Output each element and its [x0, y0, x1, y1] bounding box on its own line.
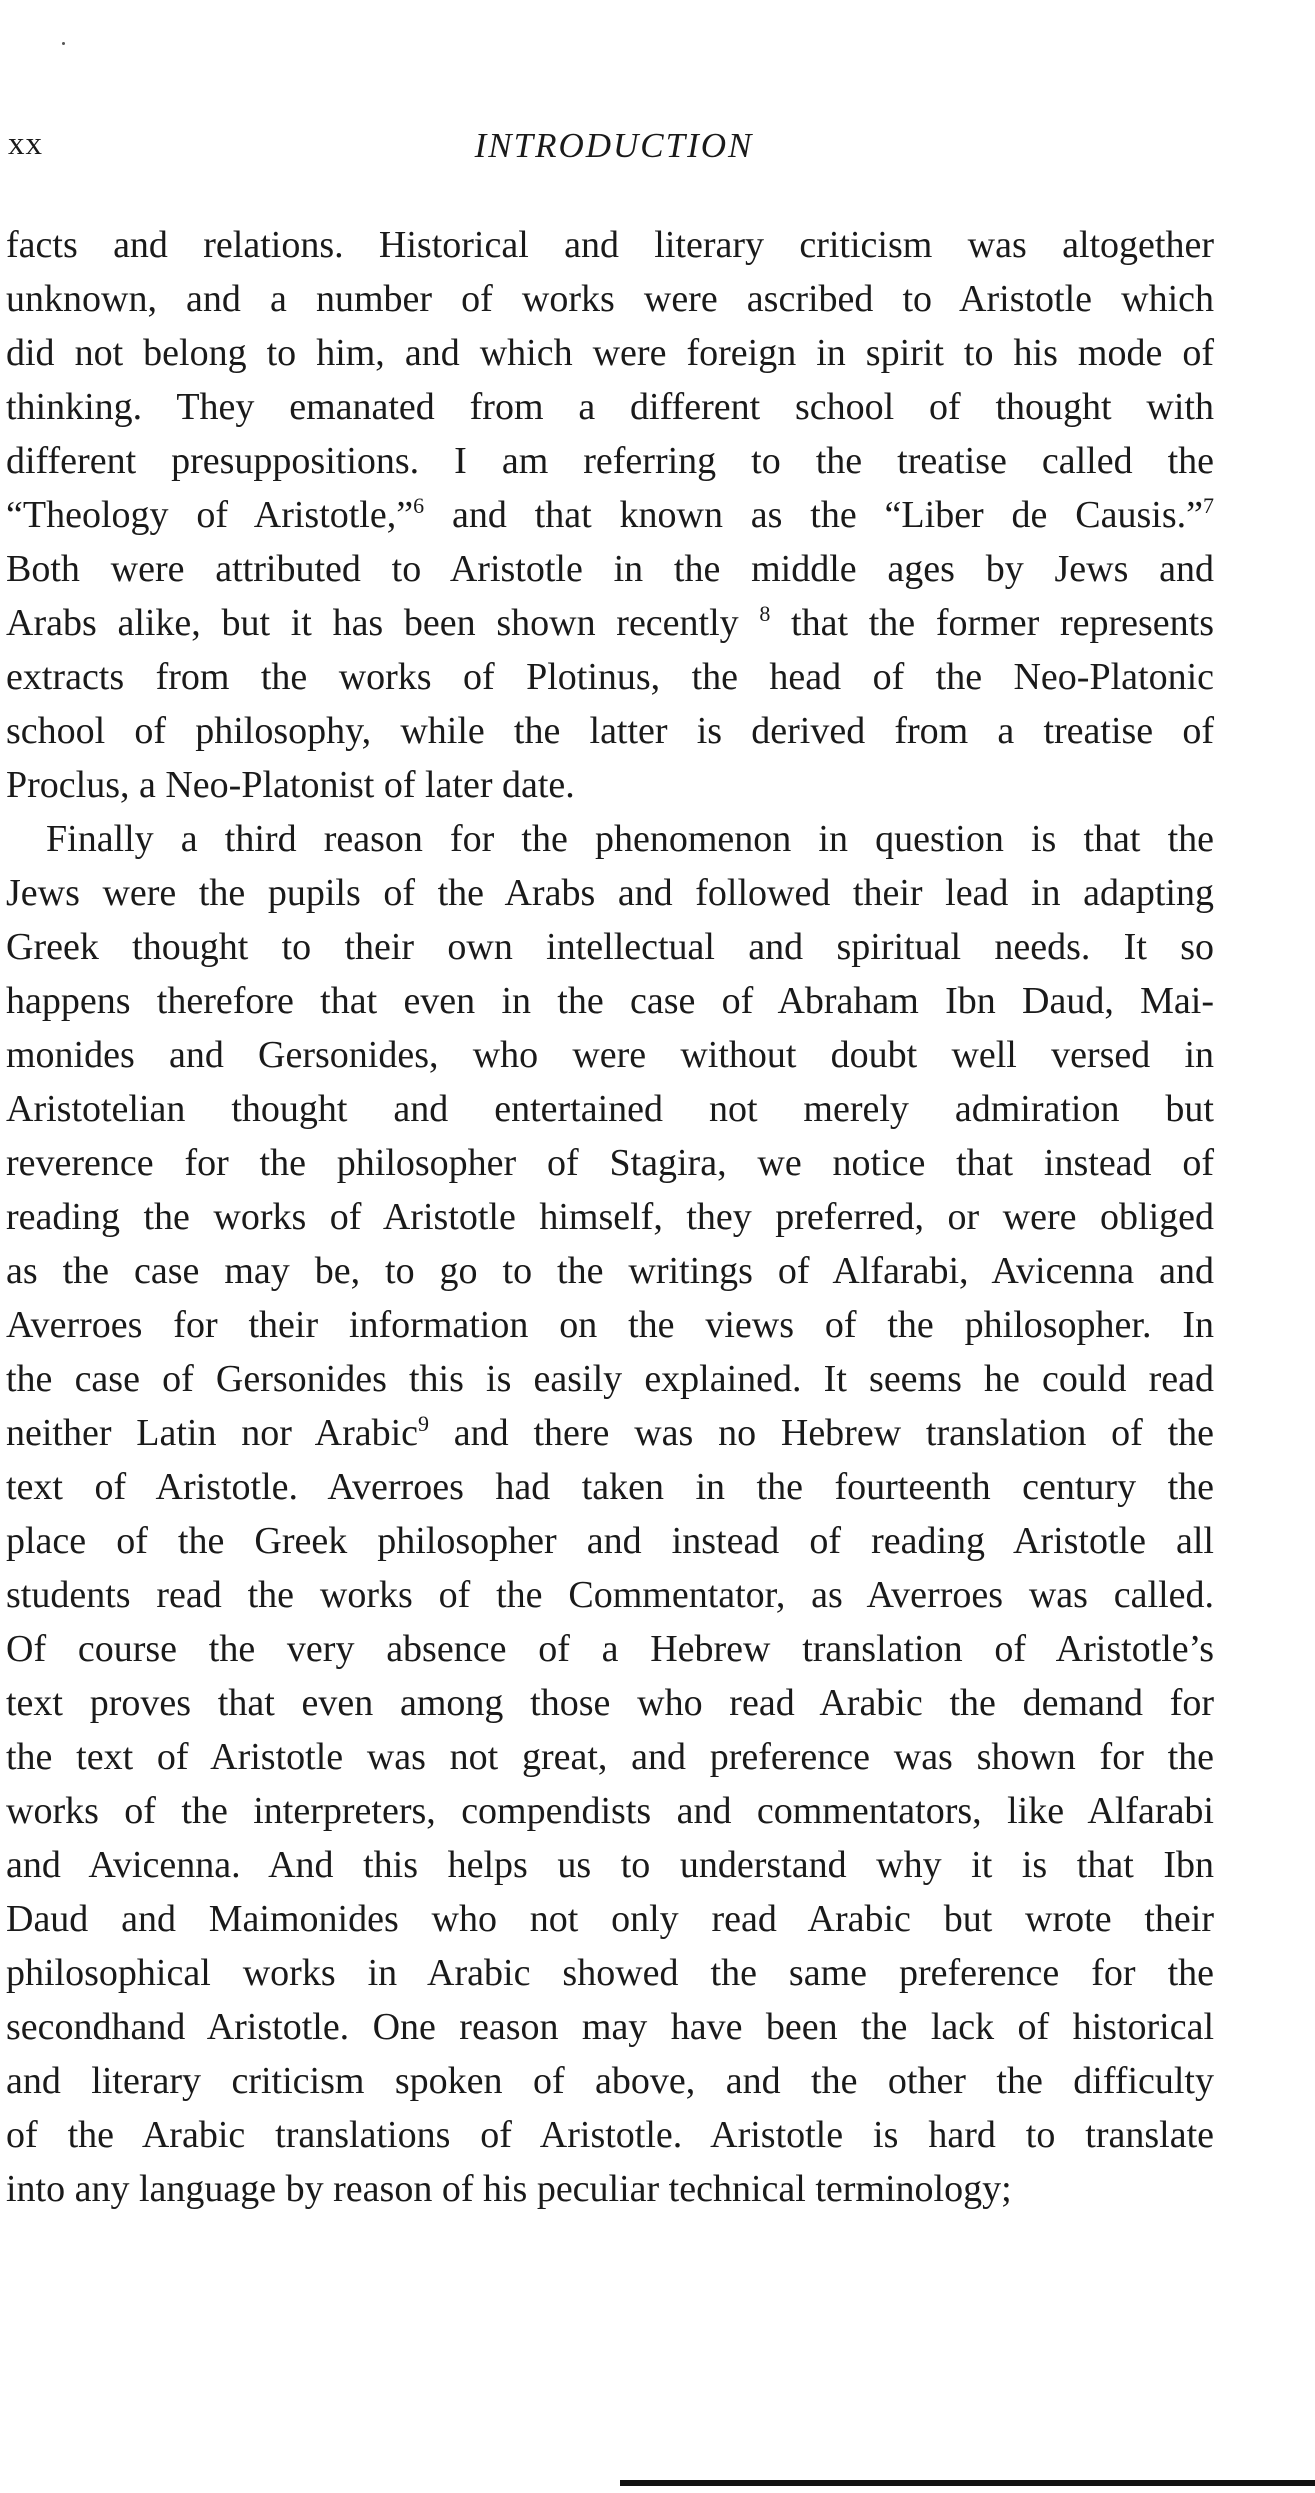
line-text: happens therefore that even in the case of Abraham Ibn Daud, Mai- — [6, 980, 1214, 1022]
text-line — [6, 1784, 1214, 1838]
text-line — [6, 812, 1214, 866]
line-text: Averroes for their information on the views of the philosopher. In — [6, 1304, 1214, 1346]
line-text: unknown, and a number of works were ascribed to Aristotle which — [6, 278, 1214, 320]
text-line — [6, 974, 1214, 1028]
text-line — [6, 920, 1214, 974]
text-line — [6, 1244, 1214, 1298]
line-text: and that known as the “Liber de Causis.” — [424, 494, 1203, 536]
footnote-marker[interactable]: 7 — [1203, 493, 1214, 518]
ink-speck — [62, 42, 65, 45]
line-text: that the former represents — [770, 602, 1214, 644]
text-line — [6, 1946, 1214, 2000]
line-text: secondhand Aristotle. One reason may have been the lack of historical — [6, 2006, 1214, 2048]
text-line — [6, 1082, 1214, 1136]
line-text: Greek thought to their own intellectual and spiritual needs. It so — [6, 926, 1214, 968]
line-text: Daud and Maimonides who not only read Arabic but wrote their — [6, 1898, 1214, 1940]
text-line — [6, 2054, 1214, 2108]
line-text: monides and Gersonides, who were without doubt well versed in — [6, 1034, 1214, 1076]
text-line — [6, 1838, 1214, 1892]
text-line — [6, 2162, 1214, 2216]
text-line — [6, 1352, 1214, 1406]
line-text: Jews were the pupils of the Arabs and followed their lead in adapting — [6, 872, 1214, 914]
line-text: neither Latin nor Arabic — [6, 1412, 419, 1454]
text-line — [6, 1406, 1214, 1460]
text-line — [6, 596, 1214, 650]
text-line — [6, 1298, 1214, 1352]
text-line — [6, 1568, 1214, 1622]
line-text: works of the interpreters, compendists and commentators, like Alfarabi — [6, 1790, 1214, 1832]
line-text: philosophical works in Arabic showed the same preference for the — [6, 1952, 1214, 1994]
text-line — [6, 2108, 1214, 2162]
line-text: of the Arabic translations of Aristotle. Aristotle is hard to translate — [6, 2114, 1214, 2156]
text-line — [6, 704, 1214, 758]
line-text: Arabs alike, but it has been shown recently — [6, 602, 760, 644]
line-text: extracts from the works of Plotinus, the head of the Neo-Platonic — [6, 656, 1214, 698]
line-text: into any language by reason of his peculiar technical terminology; — [6, 2168, 1012, 2210]
text-line — [6, 488, 1214, 542]
footnote-marker[interactable]: 8 — [759, 601, 771, 626]
text-line — [6, 1514, 1214, 1568]
text-line — [6, 1892, 1214, 1946]
text-line — [6, 1730, 1214, 1784]
body-text — [6, 218, 1214, 2216]
text-line — [6, 1622, 1214, 1676]
text-line — [6, 326, 1214, 380]
running-head — [8, 126, 1220, 176]
line-text: facts and relations. Historical and literary criticism was altogether — [6, 224, 1214, 266]
line-text: students read the works of the Commentator, as Averroes was called. — [6, 1574, 1214, 1616]
text-line — [6, 650, 1214, 704]
running-title: INTRODUCTION — [474, 126, 754, 165]
text-line — [6, 866, 1214, 920]
text-line — [6, 272, 1214, 326]
text-line — [6, 218, 1214, 272]
line-text: the text of Aristotle was not great, and preference was shown for the — [6, 1736, 1214, 1778]
line-text: the case of Gersonides this is easily explained. It seems he could read — [6, 1358, 1214, 1400]
line-text: “Theology of Aristotle,” — [6, 494, 414, 536]
text-line — [6, 1676, 1214, 1730]
text-line — [6, 542, 1214, 596]
text-line — [6, 1460, 1214, 1514]
text-line — [6, 2000, 1214, 2054]
page-number: xx — [8, 126, 43, 162]
line-text: text proves that even among those who read Arabic the demand for — [6, 1682, 1214, 1724]
line-text: did not belong to him, and which were foreign in spirit to his mode of — [6, 332, 1214, 374]
line-text: Finally a third reason for the phenomenon in question is that the — [46, 818, 1214, 860]
line-text: reverence for the philosopher of Stagira, we notice that instead of — [6, 1142, 1214, 1184]
paragraph — [6, 812, 1214, 2216]
text-line — [6, 1190, 1214, 1244]
line-text: as the case may be, to go to the writings of Alfarabi, Avicenna and — [6, 1250, 1214, 1292]
line-text: Both were attributed to Aristotle in the middle ages by Jews and — [6, 548, 1214, 590]
line-text: Of course the very absence of a Hebrew translation of Aristotle’s — [6, 1628, 1214, 1670]
line-text: and Avicenna. And this helps us to understand why it is that Ibn — [6, 1844, 1214, 1886]
text-line — [6, 758, 1214, 812]
line-text: and literary criticism spoken of above, and the other the difficulty — [6, 2060, 1214, 2102]
line-text: and there was no Hebrew translation of the — [429, 1412, 1214, 1454]
text-line — [6, 434, 1214, 488]
line-text: school of philosophy, while the latter is derived from a treatise of — [6, 710, 1214, 752]
line-text: text of Aristotle. Averroes had taken in the fourteenth century the — [6, 1466, 1214, 1508]
line-text: reading the works of Aristotle himself, they preferred, or were obliged — [6, 1196, 1214, 1238]
line-text: Aristotelian thought and entertained not merely admiration but — [6, 1088, 1214, 1130]
footnote-marker[interactable]: 6 — [413, 493, 425, 518]
line-text: thinking. They emanated from a different school of thought with — [6, 386, 1214, 428]
line-text: Proclus, a Neo-Platonist of later date. — [6, 764, 575, 806]
page-edge-shadow — [620, 2480, 1315, 2486]
text-line — [6, 380, 1214, 434]
text-line — [6, 1028, 1214, 1082]
paragraph — [6, 218, 1214, 812]
text-line — [6, 1136, 1214, 1190]
footnote-marker[interactable]: 9 — [418, 1411, 430, 1436]
line-text: place of the Greek philosopher and instead of reading Aristotle all — [6, 1520, 1214, 1562]
line-text: different presuppositions. I am referring to the treatise called the — [6, 440, 1214, 482]
